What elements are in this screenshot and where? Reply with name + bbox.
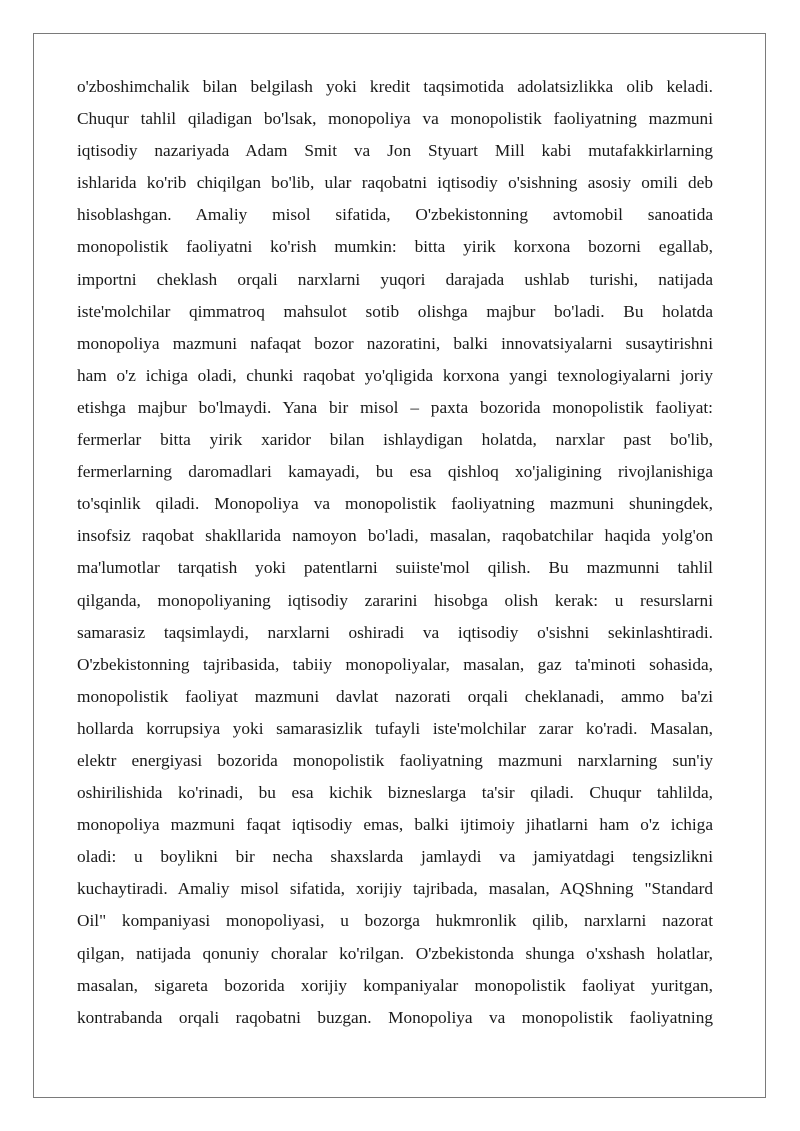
text-line: etishga majbur bo'lmaydi. Yana bir misol – paxta bozorida monopolistik faoliyat: <box>77 397 713 417</box>
text-line: elektr energiyasi bozorida monopolistik faoliyatning mazmuni narxlarning sun'iy <box>77 750 713 770</box>
text-line: ma'lumotlar tarqatish yoki patentlarni suiiste'mol qilish. Bu mazmunni tahlil <box>77 558 713 578</box>
text-line: iste'molchilar qimmatroq mahsulot sotib olishga majbur bo'ladi. Bu holatda <box>77 301 713 321</box>
text-line: kuchaytiradi. Amaliy misol sifatida, xorijiy tajribada, masalan, AQShning "Standard <box>77 879 713 899</box>
text-line: o'zboshimchalik bilan belgilash yoki kredit taqsimotida adolatsizlikka olib keladi. <box>77 77 713 96</box>
text-line: Chuqur tahlil qiladigan bo'lsak, monopoliya va monopolistik faoliyatning mazmuni <box>77 109 713 129</box>
text-line: samarasiz taqsimlaydi, narxlarni oshiradi va iqtisodiy o'sishni sekinlashtiradi. <box>77 622 713 642</box>
text-line: importni cheklash orqali narxlarni yuqori darajada ushlab turishi, natijada <box>77 269 713 289</box>
text-line: iqtisodiy nazariyada Adam Smit va Jon Styuart Mill kabi mutafakkirlarning <box>77 141 713 161</box>
text-line: to'sqinlik qiladi. Monopoliya va monopolistik faoliyatning mazmuni shuningdek, <box>77 494 713 514</box>
text-line: monopolistik faoliyat mazmuni davlat nazorati orqali cheklanadi, ammo ba'zi <box>77 686 713 706</box>
text-line: qilganda, monopoliyaning iqtisodiy zararini hisobga olish kerak: u resurslarni <box>77 590 713 610</box>
text-line: ham o'z ichiga oladi, chunki raqobat yo'qligida korxona yangi texnologiyalarni joriy <box>77 365 713 385</box>
text-line: monopolistik faoliyatni ko'rish mumkin: bitta yirik korxona bozorni egallab, <box>77 237 713 257</box>
document-body <box>77 71 713 1034</box>
text-line: qilgan, natijada qonuniy choralar ko'rilgan. O'zbekistonda shunga o'xshash holatlar, <box>77 943 713 963</box>
text-line: hollarda korrupsiya yoki samarasizlik tufayli iste'molchilar zarar ko'radi. Masalan, <box>77 718 713 738</box>
text-line: O'zbekistonning tajribasida, tabiiy monopoliyalar, masalan, gaz ta'minoti sohasida, <box>77 654 713 674</box>
text-line: hisoblashgan. Amaliy misol sifatida, O'zbekistonning avtomobil sanoatida <box>77 205 713 225</box>
text-line: kontrabanda orqali raqobatni buzgan. Monopoliya va monopolistik faoliyatning <box>77 1007 713 1027</box>
text-line: masalan, sigareta bozorida xorijiy kompaniyalar monopolistik faoliyat yuritgan, <box>77 975 713 995</box>
text-line: oshirilishida ko'rinadi, bu esa kichik bizneslarga ta'sir qiladi. Chuqur tahlilda, <box>77 783 713 803</box>
text-line: monopoliya mazmuni nafaqat bozor nazoratini, balki innovatsiyalarni susaytirishni <box>77 333 713 353</box>
text-line: monopoliya mazmuni faqat iqtisodiy emas, balki ijtimoiy jihatlarni ham o'z ichiga <box>77 815 713 835</box>
text-line: oladi: u boylikni bir necha shaxslarda jamlaydi va jamiyatdagi tengsizlikni <box>77 847 713 867</box>
text-line: fermerlarning daromadlari kamayadi, bu esa qishloq xo'jaligining rivojlanishiga <box>77 462 713 482</box>
text-line: Oil" kompaniyasi monopoliyasi, u bozorga hukmronlik qilib, narxlarni nazorat <box>77 911 713 931</box>
text-line: ishlarida ko'rib chiqilgan bo'lib, ular raqobatni iqtisodiy o'sishning asosiy omili deb <box>77 173 713 193</box>
text-line: insofsiz raqobat shakllarida namoyon bo'ladi, masalan, raqobatchilar haqida yolg'on <box>77 526 713 546</box>
text-line: fermerlar bitta yirik xaridor bilan ishlaydigan holatda, narxlar past bo'lib, <box>77 430 713 450</box>
